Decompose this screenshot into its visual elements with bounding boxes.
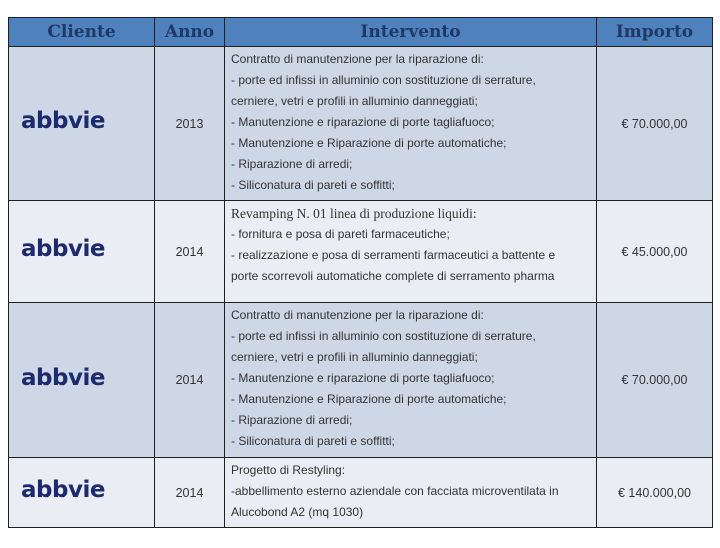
intervention-line: - realizzazione e posa di serramenti farmaceutici a battente e [231, 248, 556, 262]
intervention-line: - Manutenzione e Riparazione di porte automatiche; [231, 136, 507, 150]
svg-text:abbvie: abbvie [20, 110, 105, 134]
abbvie-logo [19, 110, 145, 134]
table-row [9, 303, 713, 458]
table-row [9, 47, 713, 201]
intervention-line: Alucobond A2 (mq 1030) [231, 505, 364, 519]
intervention-line: -abbellimento esterno aziendale con facciata microventilata in [231, 484, 559, 498]
intervention-line: - fornitura e posa di pareti farmaceutiche; [231, 227, 450, 241]
year-cell: 2013 [155, 47, 225, 201]
svg-text:abbvie: abbvie [20, 366, 105, 391]
header-year: Anno [155, 18, 225, 47]
intervention-line: - porte ed infissi in alluminio con sostituzione di serrature, [231, 329, 536, 343]
intervention-line: porte scorrevoli automatiche complete di serramento pharma [231, 269, 555, 283]
intervention-line: - Manutenzione e riparazione di porte tagliafuoco; [231, 115, 495, 129]
svg-text:abbvie: abbvie [20, 479, 105, 503]
amount-cell: € 45.000,00 [597, 201, 713, 303]
intervention-cell [225, 47, 597, 201]
amount-cell: € 140.000,00 [597, 458, 713, 528]
intervention-line: - Manutenzione e Riparazione di porte automatiche; [231, 392, 507, 406]
intervention-line: Progetto di Restyling: [231, 463, 346, 477]
intervention-line: - Siliconatura di pareti e soffitti; [231, 434, 395, 448]
interventions-table [8, 17, 713, 528]
client-cell [9, 303, 155, 458]
table-row [9, 458, 713, 528]
intervention-cell [225, 303, 597, 458]
intervention-cell [225, 201, 597, 303]
header-amount: Importo [597, 18, 713, 47]
table-row [9, 201, 713, 303]
year-cell: 2014 [155, 458, 225, 528]
intervention-line: - porte ed infissi in alluminio con sostituzione di serrature, [231, 73, 536, 87]
intervention-line: - Manutenzione e riparazione di porte tagliafuoco; [231, 371, 495, 385]
year-cell: 2014 [155, 201, 225, 303]
amount-cell: € 70.000,00 [597, 47, 713, 201]
abbvie-logo [19, 367, 145, 391]
client-cell [9, 201, 155, 303]
intervention-line: - Siliconatura di pareti e soffitti; [231, 178, 395, 192]
intervention-title: Revamping N. 01 linea di produzione liquidi: [231, 206, 477, 221]
client-cell [9, 458, 155, 528]
intervention-line: cerniere, vetri e profili in alluminio danneggiati; [231, 350, 478, 364]
header-client: Cliente [9, 18, 155, 47]
intervention-line: Contratto di manutenzione per la riparazione di: [231, 308, 484, 322]
intervention-cell [225, 458, 597, 528]
year-cell: 2014 [155, 303, 225, 458]
intervention-line: - Riparazione di arredi; [231, 413, 353, 427]
intervention-line: - Riparazione di arredi; [231, 157, 353, 171]
intervention-line: cerniere, vetri e profili in alluminio danneggiati; [231, 94, 478, 108]
amount-cell: € 70.000,00 [597, 303, 713, 458]
intervention-line: Contratto di manutenzione per la riparazione di: [231, 52, 484, 66]
header-row [9, 18, 713, 47]
abbvie-logo [19, 479, 145, 503]
abbvie-logo [19, 238, 145, 262]
header-intervention: Intervento [225, 18, 597, 47]
client-cell [9, 47, 155, 201]
svg-text:abbvie: abbvie [20, 238, 105, 262]
